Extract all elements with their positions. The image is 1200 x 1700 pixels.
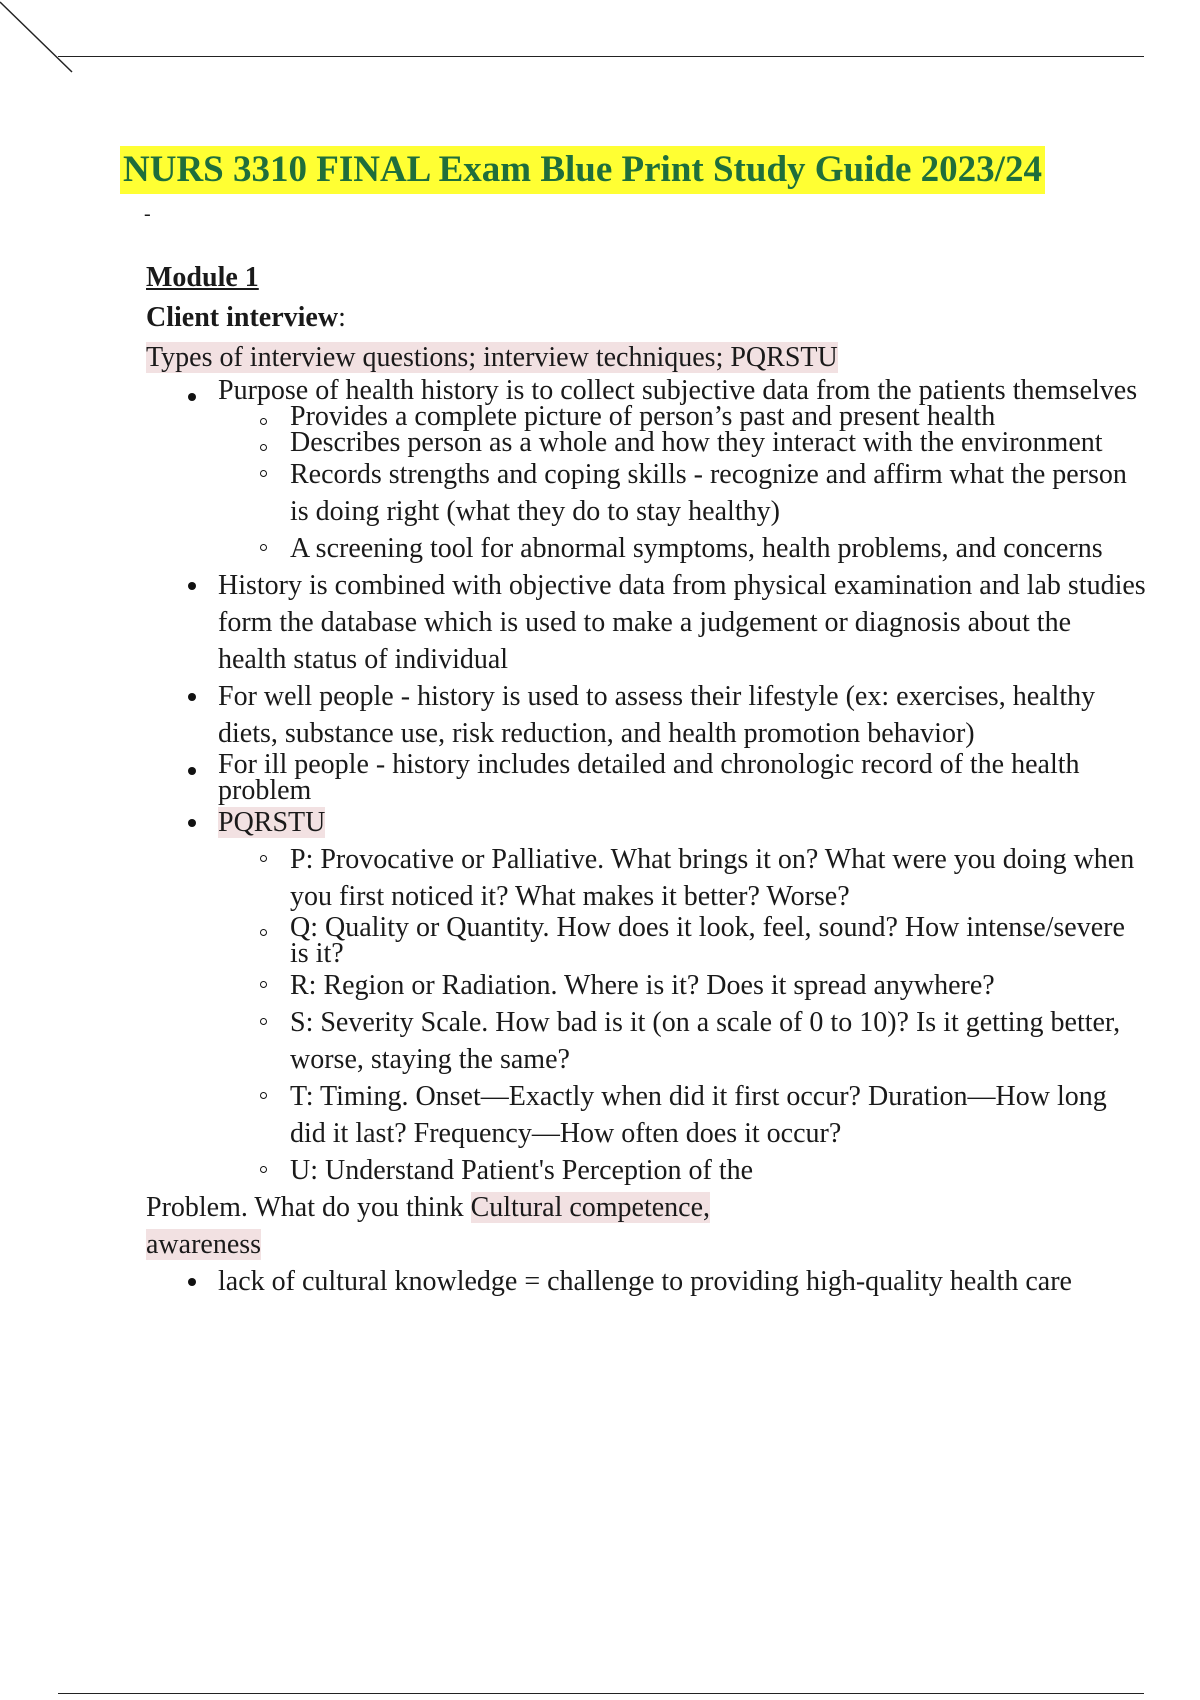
bullet-list — [146, 375, 1146, 1189]
sub-list-item: A screening tool for abnormal symptoms, health problems, and concerns — [290, 530, 1146, 567]
page-title: NURS 3310 FINAL Exam Blue Print Study Guide 2023/24 — [120, 146, 1045, 194]
corner-fold-line — [0, 0, 100, 100]
sub-list-item: P: Provocative or Palliative. What brings it on? What were you doing when you first noticed it? What makes it better? Worse? — [290, 841, 1146, 915]
topic-line — [146, 338, 1146, 378]
bottom-rule — [58, 1693, 1144, 1694]
sub-list-item: Records strengths and coping skills - recognize and affirm what the person is doing right (what they do to stay healthy) — [290, 456, 1146, 530]
top-rule — [58, 56, 1144, 57]
continued-text: Problem. What do you think — [146, 1192, 471, 1223]
module-heading: Module 1 — [146, 262, 259, 293]
section-title-line — [146, 1226, 1146, 1263]
list-item — [218, 804, 1146, 1189]
subheading-colon: : — [338, 302, 346, 333]
sub-bullet-list — [218, 841, 1146, 1189]
continued-paragraph — [146, 1189, 1146, 1226]
document-body — [146, 258, 1146, 1300]
sub-bullet-list — [218, 401, 1146, 567]
list-item: lack of cultural knowledge = challenge to providing high-quality health care — [218, 1263, 1146, 1300]
list-item: For ill people - history includes detailed and chronologic record of the health problem — [218, 752, 1146, 804]
section-subheading — [146, 298, 1146, 338]
sub-list-item: S: Severity Scale. How bad is it (on a scale of 0 to 10)? Is it getting better, worse, staying the same? — [290, 1004, 1146, 1078]
sub-list-item: T: Timing. Onset—Exactly when did it first occur? Duration—How long did it last? Frequency—How often does it occur? — [290, 1078, 1146, 1152]
section-title-cultural: Cultural competence, — [470, 1192, 711, 1223]
sub-list-item: Q: Quality or Quantity. How does it look, feel, sound? How intense/severe is it? — [290, 915, 1146, 967]
sub-list-item: Provides a complete picture of person’s past and present health — [290, 404, 1146, 430]
subheading-text: Client interview — [146, 302, 339, 333]
section-title-awareness: awareness — [146, 1229, 262, 1260]
list-item — [218, 375, 1146, 567]
sub-list-item: U: Understand Patient's Perception of the — [290, 1152, 1146, 1189]
stray-mark: - — [144, 203, 151, 225]
sub-list-item: R: Region or Radiation. Where is it? Does it spread anywhere? — [290, 967, 1146, 1004]
list-item: History is combined with objective data from physical examination and lab studies form the database which is used to make a judgement or diagnosis about the health status of individual — [218, 567, 1146, 678]
list-item-text: PQRSTU — [218, 807, 326, 838]
topic-highlight: Types of interview questions; interview techniques; PQRSTU — [146, 342, 838, 373]
bullet-list — [146, 1263, 1146, 1300]
list-item-text: Purpose of health history is to collect subjective data from the patients themselves — [218, 375, 1138, 406]
sub-list-item: Describes person as a whole and how they interact with the environment — [290, 430, 1146, 456]
list-item: For well people - history is used to assess their lifestyle (ex: exercises, healthy diets, substance use, risk reduction, and health promotion behavior) — [218, 678, 1146, 752]
